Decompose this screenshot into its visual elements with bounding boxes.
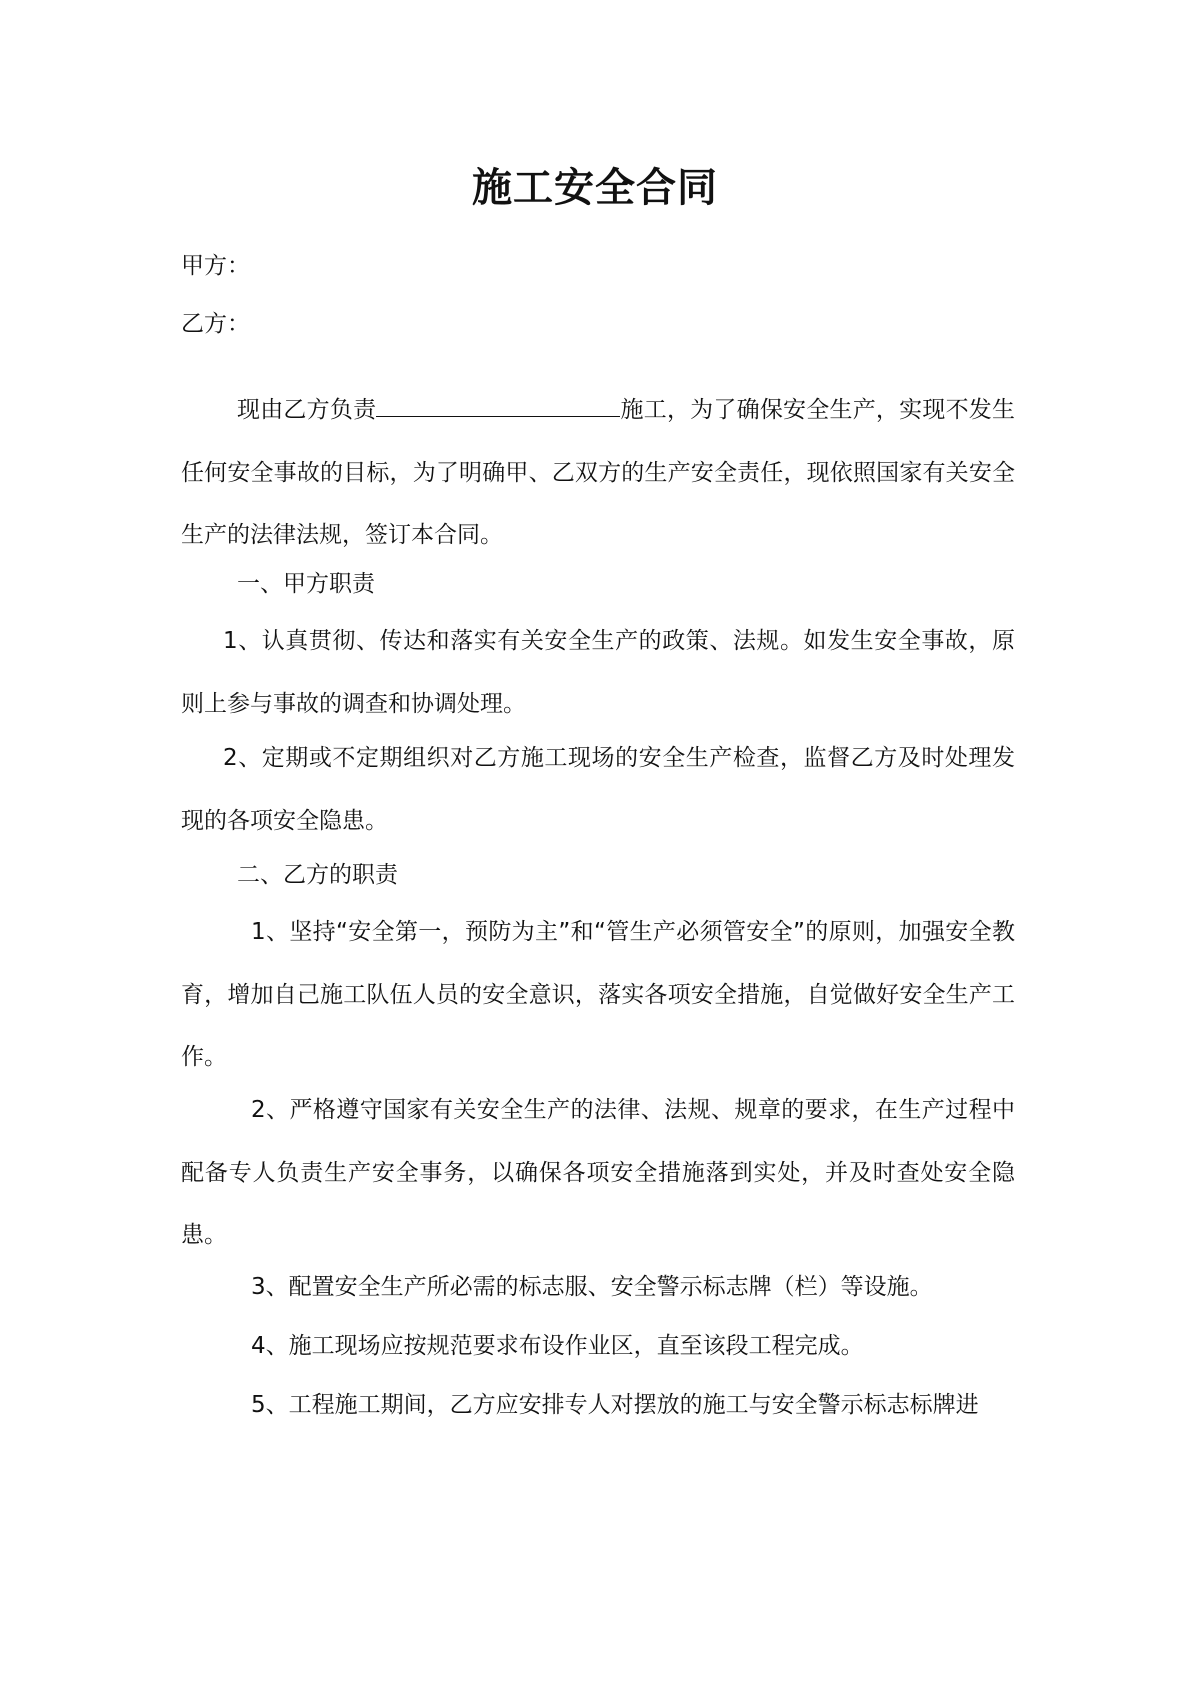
- section-b-item: 2、严格遵守国家有关安全生产的法律、法规、规章的要求，在生产过程中配备专人负责生产安全事务，以确保各项安全措施落到实处，并及时查处安全隐患。: [181, 1097, 1015, 1248]
- section-b-item: 4、施工现场应按规范要求布设作业区，直至该段工程完成。: [251, 1333, 864, 1359]
- intro-text-after: 施工，为了确保安全生产，实现不发生任何安全事故的目标，为了明确甲、乙双方的生产安全责任，现依照国家有关安全生产的法律法规，签订本合同。: [181, 397, 1016, 548]
- section-b-item: 1、坚持“安全第一，预防为主”和“管生产必须管安全”的原则，加强安全教育，增加自己施工队伍人员的安全意识，落实各项安全措施，自觉做好安全生产工作。: [181, 919, 1015, 1070]
- section-a-item: 1、认真贯彻、传达和落实有关安全生产的政策、法规。如发生安全事故，原则上参与事故的调查和协调处理。: [181, 628, 1015, 717]
- section-b-heading: 二、乙方的职责: [237, 862, 398, 888]
- party-a-label: 甲方：: [181, 253, 250, 279]
- section-b-item: 3、配置安全生产所必需的标志服、安全警示标志牌（栏）等设施。: [251, 1274, 933, 1300]
- intro-text-before: 现由乙方负责: [237, 397, 377, 423]
- intro-paragraph: [181, 379, 1015, 567]
- party-b-label: 乙方：: [181, 311, 250, 337]
- section-a-heading: 一、甲方职责: [237, 571, 375, 597]
- section-b-item: 5、工程施工期间，乙方应安排专人对摆放的施工与安全警示标志标牌进: [251, 1392, 979, 1418]
- page-title: 施工安全合同: [472, 165, 718, 211]
- project-name-blank: [376, 394, 620, 417]
- section-a-item: 2、定期或不定期组织对乙方施工现场的安全生产检查，监督乙方及时处理发现的各项安全隐患。: [181, 745, 1015, 834]
